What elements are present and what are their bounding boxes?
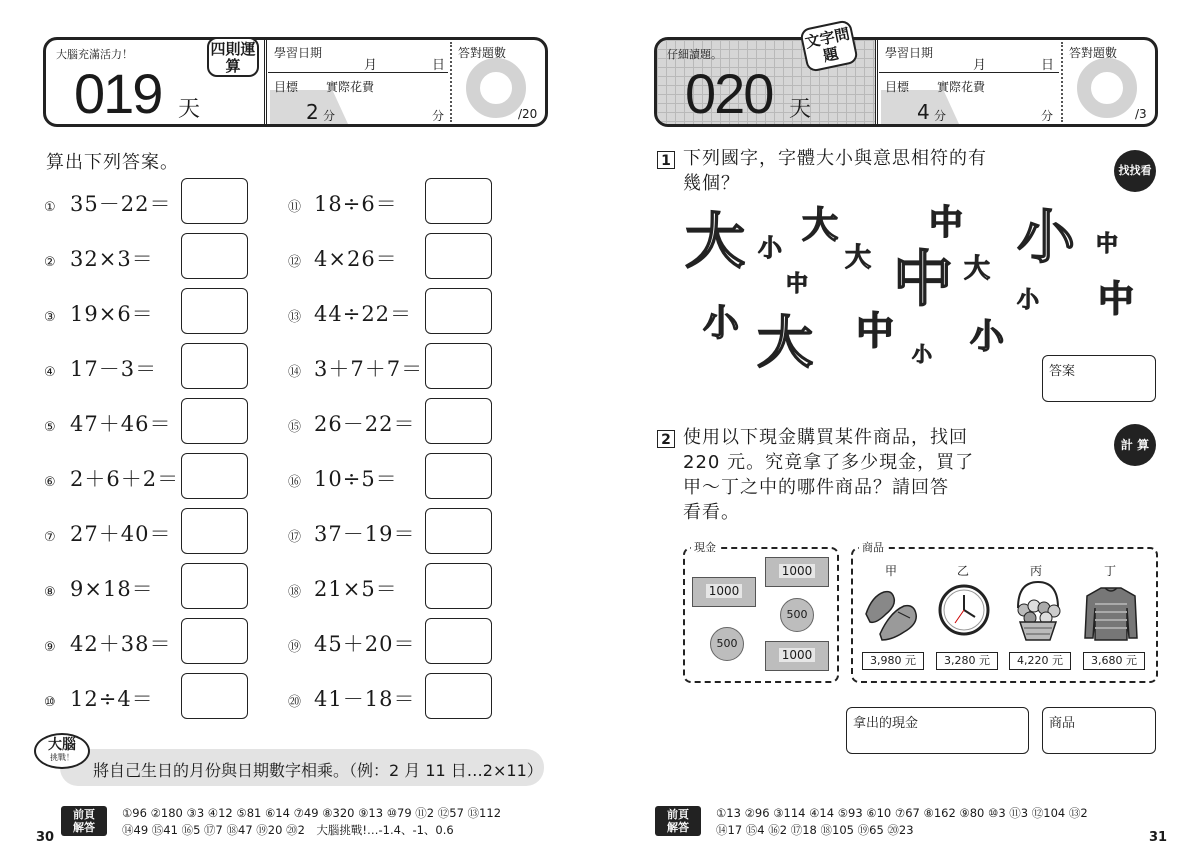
q1-char: 中 <box>893 245 953 315</box>
coin-500: 500 <box>710 627 744 661</box>
right-score-total: /3 <box>1135 107 1147 121</box>
problem-11 <box>288 188 398 218</box>
shoes-icon <box>862 584 924 644</box>
problem-6 <box>44 463 179 493</box>
problem-19 <box>288 628 415 658</box>
left-day-unit: 天 <box>178 97 201 122</box>
problem-number: ⑲ <box>288 640 303 655</box>
problem-expression: 9×18＝ <box>70 577 154 601</box>
problem-1 <box>44 188 171 218</box>
answer-box[interactable] <box>425 508 492 554</box>
left-goal-unit: 分 <box>323 109 336 123</box>
left-prev-answers: ①96 ②180 ③3 ④12 ⑤81 ⑥14 ⑦49 ⑧320 ⑨13 ⑩79 ⑪2 ⑫57 ⑬112 ⑭49 ⑮41 ⑯5 ⑰7 ⑱47 ⑲20 ⑳2 大腦挑戰!…-1.4、-1、0.6 <box>122 806 502 837</box>
answer-box[interactable] <box>181 233 248 279</box>
problem-expression: 12÷4＝ <box>70 687 154 711</box>
answer-box[interactable] <box>181 673 248 719</box>
problem-3 <box>44 298 154 328</box>
problem-expression: 47＋46＝ <box>70 412 172 436</box>
item-label: 丁 <box>1104 564 1117 578</box>
answer-box[interactable] <box>425 398 492 444</box>
left-category-bubble <box>207 37 259 77</box>
problem-expression: 21×5＝ <box>314 577 398 601</box>
answer-box[interactable] <box>425 233 492 279</box>
challenge-text: 將自己生日的月份與日期數字相乘。（例：2 月 11 日…2×11） <box>93 761 543 780</box>
problem-10 <box>44 683 154 713</box>
answer-box[interactable] <box>425 288 492 334</box>
problem-number: ⑯ <box>288 475 303 490</box>
left-category-text: 四則運算 <box>210 40 256 75</box>
problem-expression: 41－18＝ <box>314 687 416 711</box>
answer-box[interactable] <box>425 563 492 609</box>
cash-answer-box[interactable] <box>846 707 1029 754</box>
problem-16 <box>288 463 398 493</box>
problem-18 <box>288 573 398 603</box>
item-label: 甲 <box>885 564 898 578</box>
problem-expression: 35－22＝ <box>70 192 172 216</box>
problem-expression: 18÷6＝ <box>314 192 398 216</box>
problem-expression: 37－19＝ <box>314 522 416 546</box>
problem-13 <box>288 298 412 328</box>
q1-char: 小 <box>758 234 782 262</box>
q1-char: 中 <box>1096 232 1119 257</box>
problem-7 <box>44 518 171 548</box>
right-day-number: 020 <box>685 62 773 125</box>
left-goal-value: 2 <box>306 100 319 124</box>
problem-expression: 32×3＝ <box>70 247 154 271</box>
problem-number: ⑦ <box>44 530 57 545</box>
goods-answer-box[interactable] <box>1042 707 1156 754</box>
problem-number: ⑱ <box>288 585 303 600</box>
challenge-badge-text: 大腦 <box>48 737 76 753</box>
problem-number: ⑳ <box>288 695 303 710</box>
q1-char: 中 <box>929 203 963 243</box>
problem-17 <box>288 518 415 548</box>
problem-number: ⑫ <box>288 255 303 270</box>
answer-box[interactable] <box>181 563 248 609</box>
answer-box[interactable] <box>181 178 248 224</box>
answer-box[interactable] <box>425 618 492 664</box>
q1-char: 中 <box>786 272 809 297</box>
left-prev-answers-tag: 前頁解答 <box>61 806 107 836</box>
answer-box[interactable] <box>181 453 248 499</box>
q1-char: 大 <box>802 205 839 246</box>
q1-char: 小 <box>912 342 932 366</box>
right-category-text: 文字問題 <box>803 24 852 66</box>
right-prev-answers-tag: 前頁解答 <box>655 806 701 836</box>
cash-answer-label: 拿出的現金 <box>853 716 919 731</box>
problem-number: ⑧ <box>44 585 57 600</box>
bill-1000: 1000 <box>765 641 829 671</box>
bill-1000: 1000 <box>692 577 756 607</box>
flower-basket-icon <box>1010 578 1066 642</box>
problem-expression: 4×26＝ <box>314 247 398 271</box>
problem-2 <box>44 243 154 273</box>
problem-number: ⑨ <box>44 640 57 655</box>
sweater-icon <box>1083 584 1139 644</box>
q1-answer-label: 答案 <box>1049 364 1076 379</box>
right-study-date-label: 學習日期 <box>885 46 934 60</box>
problem-number: ③ <box>44 310 57 325</box>
right-day-unit: 天 <box>789 97 812 122</box>
right-actual-unit: 分 <box>1041 109 1054 123</box>
problem-number: ④ <box>44 365 57 380</box>
left-page-number: 30 <box>36 830 55 845</box>
q1-text: 下列國字，字體大小與意思相符的有 幾個？ <box>683 148 987 194</box>
problem-number: ⑰ <box>288 530 303 545</box>
q2-number: 2 <box>657 430 675 448</box>
q1-char: 大 <box>964 254 991 284</box>
problem-8 <box>44 573 154 603</box>
problem-9 <box>44 628 171 658</box>
q1-char: 大 <box>845 243 872 273</box>
q1-badge: 找找看 <box>1114 150 1156 192</box>
answer-box[interactable] <box>425 178 492 224</box>
left-month: 月 <box>364 58 378 73</box>
goods-label: 商品 <box>859 539 887 555</box>
coin-500: 500 <box>780 598 814 632</box>
problem-number: ⑪ <box>288 200 303 215</box>
problem-expression: 10÷5＝ <box>314 467 398 491</box>
problem-number: ② <box>44 255 57 270</box>
answer-box[interactable] <box>181 618 248 664</box>
problem-20 <box>288 683 415 713</box>
left-actual-label: 實際花費 <box>326 80 375 94</box>
score-ring-icon <box>466 58 526 118</box>
right-score-label: 答對題數 <box>1069 46 1118 60</box>
answer-box[interactable] <box>425 453 492 499</box>
q1-char: 大 <box>685 207 745 277</box>
answer-box[interactable] <box>181 343 248 389</box>
answer-box[interactable] <box>181 288 248 334</box>
problem-expression: 26－22＝ <box>314 412 416 436</box>
q1-char: 中 <box>856 309 895 353</box>
problem-number: ⑭ <box>288 365 303 380</box>
problem-12 <box>288 243 398 273</box>
challenge-badge <box>34 733 90 769</box>
right-goal-label: 目標 <box>885 80 910 94</box>
price-tag: 3,280 元 <box>936 652 998 670</box>
left-tagline: 大腦充滿活力！ <box>56 48 133 61</box>
q1-answer-box[interactable] <box>1042 355 1156 402</box>
problem-number: ⑮ <box>288 420 303 435</box>
price-tag: 3,980 元 <box>862 652 924 670</box>
problem-number: ① <box>44 200 57 215</box>
problem-expression: 3＋7＋7＝ <box>314 357 424 381</box>
problem-expression: 45＋20＝ <box>314 632 416 656</box>
left-header <box>43 37 548 127</box>
right-page-number: 31 <box>1149 830 1168 845</box>
right-goal-unit: 分 <box>934 109 947 123</box>
score-ring-icon <box>1077 58 1137 118</box>
item-label: 乙 <box>957 564 970 578</box>
q1-char: 大 <box>757 311 813 376</box>
problem-15 <box>288 408 415 438</box>
challenge-badge-sub: 挑戰！ <box>50 753 74 762</box>
goods-answer-label: 商品 <box>1049 716 1076 731</box>
left-actual-unit: 分 <box>432 109 445 123</box>
clock-icon <box>937 583 991 637</box>
left-day: 日 <box>432 58 446 73</box>
problem-5 <box>44 408 171 438</box>
price-tag: 4,220 元 <box>1009 652 1071 670</box>
problem-4 <box>44 353 157 383</box>
bill-1000: 1000 <box>765 557 829 587</box>
right-month: 月 <box>973 58 987 73</box>
problem-expression: 2＋6＋2＝ <box>70 467 180 491</box>
item-label: 丙 <box>1030 564 1043 578</box>
left-goal-label: 目標 <box>274 80 299 94</box>
answer-box[interactable] <box>181 398 248 444</box>
left-score-label: 答對題數 <box>458 46 507 60</box>
problem-expression: 27＋40＝ <box>70 522 172 546</box>
answer-box[interactable] <box>425 673 492 719</box>
price-tag: 3,680 元 <box>1083 652 1145 670</box>
problem-expression: 42＋38＝ <box>70 632 172 656</box>
problem-number: ⑩ <box>44 695 57 710</box>
problem-number: ⑥ <box>44 475 57 490</box>
left-score-total: /20 <box>518 107 538 121</box>
q2-text: 使用以下現金購買某件商品，找回 220 元。究竟拿了多少現金，買了 甲～丁之中的哪件商品？請回答 看看。 <box>683 427 975 523</box>
problem-expression: 17－3＝ <box>70 357 158 381</box>
q1-char: 中 <box>1098 279 1135 320</box>
q2-badge: 計 算 <box>1114 424 1156 466</box>
problem-number: ⑬ <box>288 310 303 325</box>
right-header <box>654 24 1158 127</box>
right-prev-answers: ①13 ②96 ③114 ④14 ⑤93 ⑥10 ⑦67 ⑧162 ⑨80 ⑩3 ⑪3 ⑫104 ⑬2 ⑭17 ⑮4 ⑯2 ⑰18 ⑱105 ⑲65 ⑳23 <box>716 806 1088 837</box>
q1-char: 小 <box>1017 203 1076 271</box>
answer-box[interactable] <box>181 508 248 554</box>
answer-box[interactable] <box>425 343 492 389</box>
problem-expression: 44÷22＝ <box>314 302 413 326</box>
q1-char: 小 <box>970 317 1004 357</box>
q1-char: 小 <box>703 303 740 344</box>
left-instruction: 算出下列答案。 <box>46 152 179 173</box>
right-tagline: 仔細讀題。 <box>667 48 722 61</box>
problem-14 <box>288 353 423 383</box>
left-day-number: 019 <box>74 62 162 125</box>
q1-number: 1 <box>657 151 675 169</box>
cash-label: 現金 <box>691 539 719 555</box>
problem-number: ⑤ <box>44 420 57 435</box>
right-goal-value: 4 <box>917 100 930 124</box>
right-day: 日 <box>1041 58 1055 73</box>
problem-expression: 19×6＝ <box>70 302 154 326</box>
right-actual-label: 實際花費 <box>937 80 986 94</box>
q1-char: 小 <box>1017 288 1040 313</box>
left-study-date-label: 學習日期 <box>274 46 323 60</box>
